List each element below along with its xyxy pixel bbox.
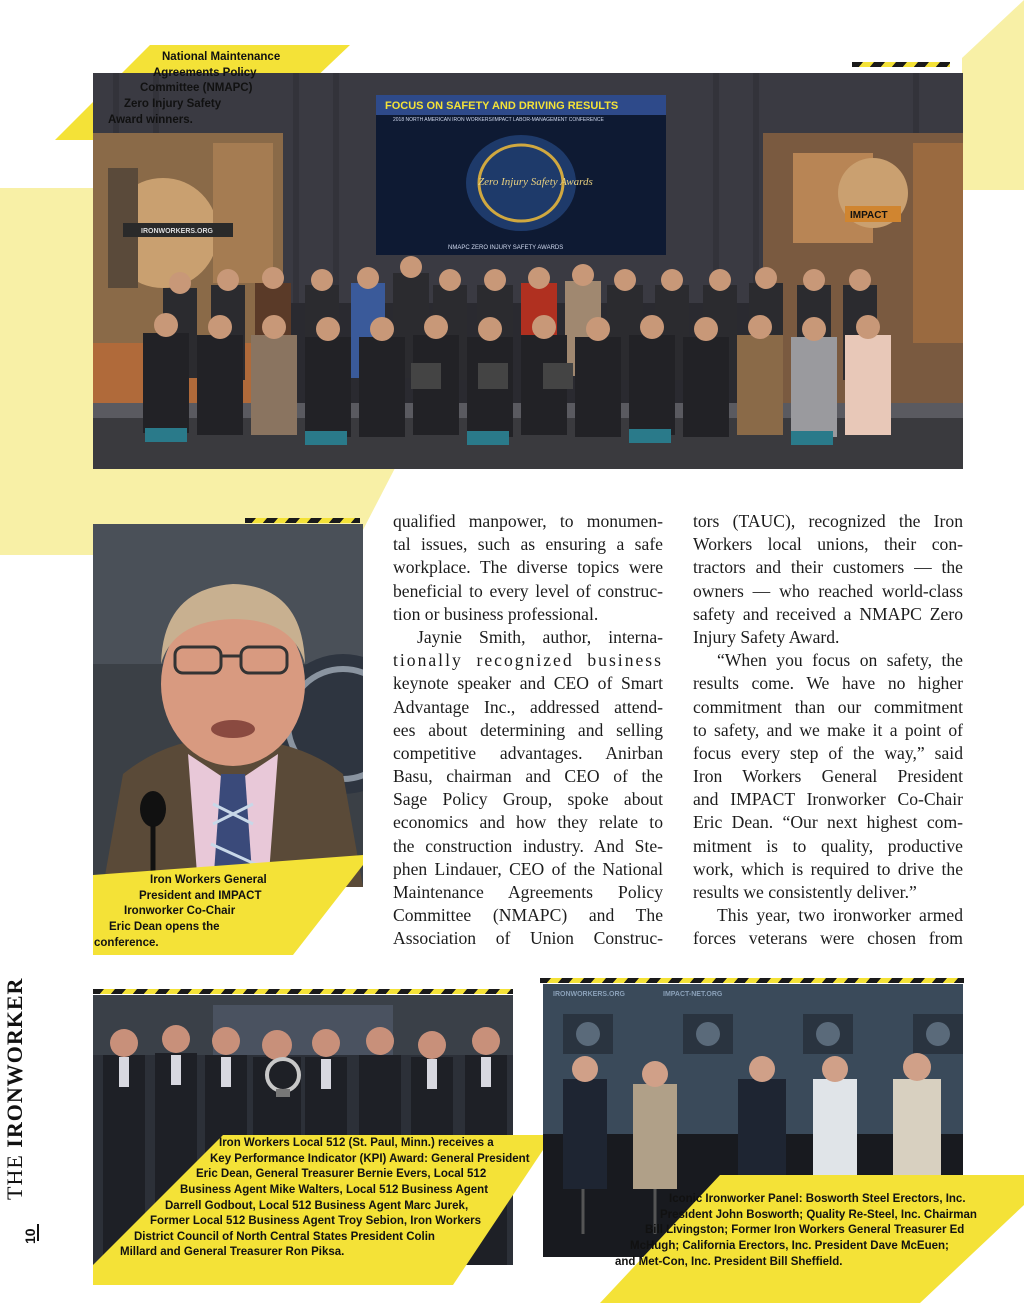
screen-footer-text: NMAPC ZERO INJURY SAFETY AWARDS [448, 245, 564, 251]
hazard-stripe-bottom-right [540, 974, 964, 983]
top-photo-caption: National Maintenance Agreements Policy Committee (NMAPC) Zero Injury Safety Award winners. [108, 51, 281, 126]
screen-sub-text: 2018 NORTH AMERICAN IRON WORKERS/IMPACT LABOR-MANAGEMENT CONFERENCE [393, 117, 604, 123]
body-column-1: qualified manpower, to monumen- tal issues, such as ensuring a safe workplace. The diverse topics were beneficial to every level of construc- tion or business professional. Jaynie Smith, author, interna- tionally recognized business keynote speaker and CEO of Smart Advantage Inc., addressed attend- ees about determining and selling competitive advantages. Anirban Basu, chairman and CEO of the Sage Policy Group, spoke about economics and how they relate to the construction industry. And Ste- phen Lindauer, CEO of the National Maintenance Agreements Policy Committee (NMAPC) and The Association of Union Construc- [393, 511, 663, 949]
hazard-stripe-portrait [245, 514, 360, 523]
screen-center-text: Zero Injury Safety Awards [478, 176, 593, 188]
backdrop-text-2: IMPACT-NET.ORG [663, 991, 723, 998]
impact-logo-text: IMPACT [850, 210, 888, 221]
panel-caption: Iconic Ironworker Panel: Bosworth Steel Erectors, Inc. President John Bosworth; Quality Re-Steel, Inc. Chairman Bill Livingston; Former Iron Workers General Treasurer Ed McHugh; California Erectors, Inc. President Dave McEuen; and Met-Con, Inc. President Bill Sheffield. [615, 1193, 977, 1268]
hazard-stripe-top [852, 58, 950, 67]
screen-banner-text: FOCUS ON SAFETY AND DRIVING RESULTS [385, 100, 619, 112]
hazard-stripe-bottom-left [93, 985, 513, 994]
portrait-caption: Iron Workers General President and IMPACT Ironworker Co-Chair Eric Dean opens the conference. [94, 874, 267, 949]
light-yellow-band-right [962, 0, 1024, 190]
page-number: 10 [22, 1228, 38, 1244]
body-column-2: tors (TAUC), recognized the Iron Workers local unions, their con- tractors and their customers — the owners — who reached world-class safety and received a NMAPC Zero Injury Safety Award. “When you focus on safety, the results come. We have no higher commitment than our commitment to safety, and we make it a point of focus every step of the way,” said Iron Workers General President and IMPACT Ironworker Co-Chair Eric Dean. “Our next highest com- mitment is to quality, productive work, which is required to drive the results we consistently deliver.” This year, two ironworker armed forces veterans were chosen from [693, 511, 963, 949]
magazine-title-the: THE [2, 1154, 27, 1200]
portrait-eric-dean [93, 524, 363, 887]
group-photo-award-winners [93, 73, 963, 469]
local-512-caption: Iron Workers Local 512 (St. Paul, Minn.) receives a Key Performance Indicator (KPI) Award: General President Eric Dean, General Treasurer Bernie Evers, Local 512 Business Agent Mike Walters, Local 512 Business Agent Darrell Godbout, Local 512 Business Agent Marc Jurek, Former Local 512 Business Agent Troy Sebion, Iron Workers District Council of North Central States President Colin Millard and General Treasurer Ron Piksa. [120, 1137, 530, 1259]
magazine-title-ironworker: IRONWORKER [2, 977, 27, 1148]
banner-left-text: IRONWORKERS.ORG [141, 228, 213, 235]
backdrop-text-1: IRONWORKERS.ORG [553, 991, 625, 998]
